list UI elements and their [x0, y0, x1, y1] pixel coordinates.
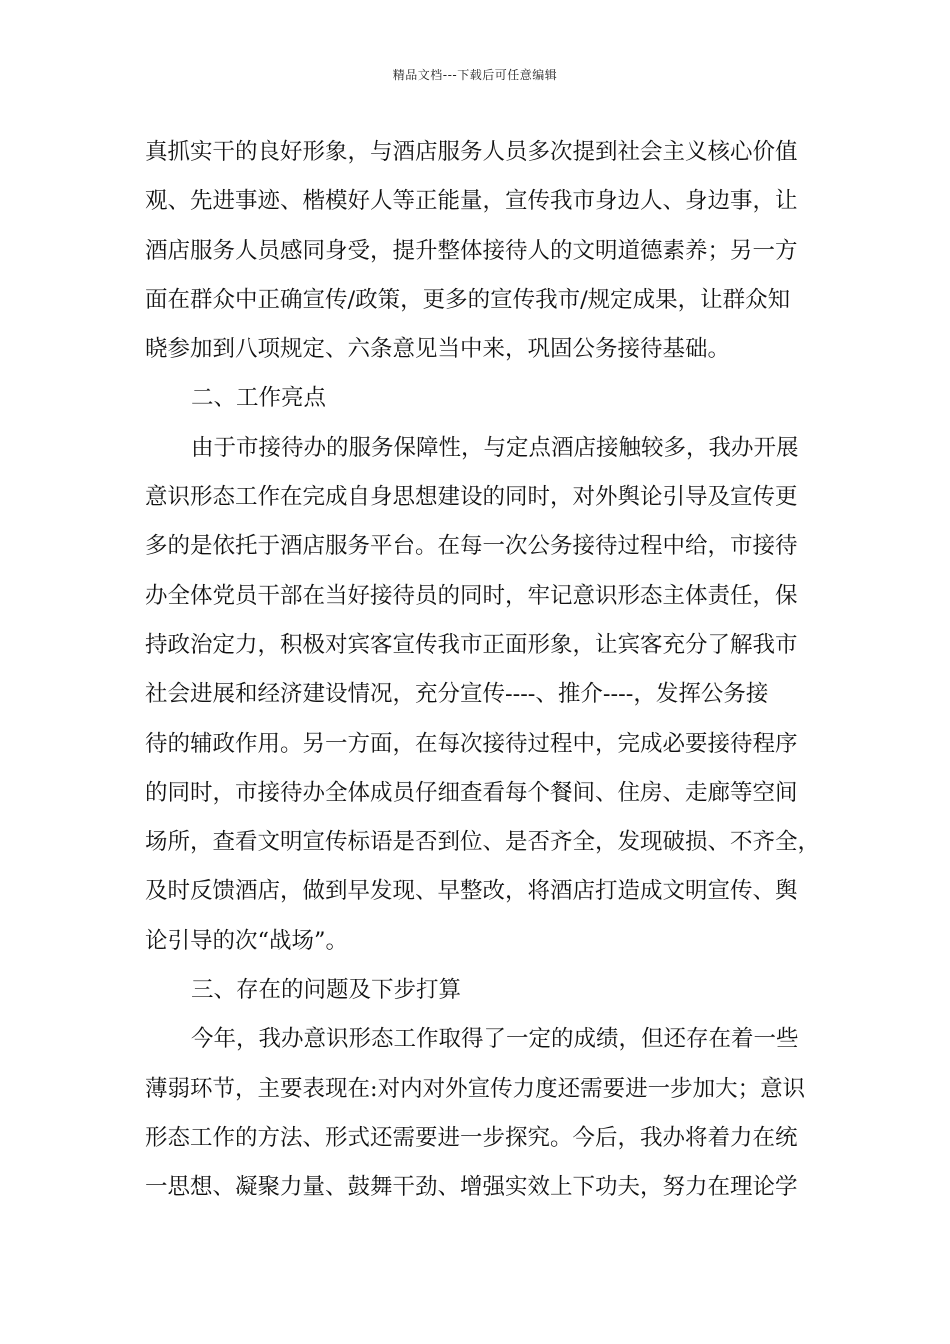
text-line: 真抓实干的良好形象，与酒店服务人员多次提到社会主义核心价值 — [145, 139, 798, 165]
text-line: 面在群众中正确宣传/政策，更多的宣传我市/规定成果，让群众知 — [145, 286, 791, 313]
text-line: 薄弱环节，主要表现在:对内对外宣传力度还需要进一步加大；意识 — [145, 1075, 806, 1102]
text-line: 的同时，市接待办全体成员仔细查看每个餐间、住房、走廊等空间 — [145, 779, 798, 806]
text-line: 今年，我办意识形态工作取得了一定的成绩，但还存在着一些 — [191, 1026, 799, 1053]
text-line: 社会进展和经济建设情况，充分宣传----、推介----，发挥公务接 — [145, 681, 769, 708]
page-header: 精品文档---下载后可任意编辑 — [392, 68, 558, 82]
text-line: 论引导的次“战场”。 — [145, 927, 349, 954]
text-line: 待的辅政作用。另一方面，在每次接待过程中，完成必要接待程序 — [145, 730, 798, 757]
text-line: 形态工作的方法、形式还需要进一步探究。今后，我办将着力在统 — [145, 1124, 798, 1151]
text-line: 持政治定力，积极对宾客宣传我市正面形象，让宾客充分了解我市 — [145, 631, 798, 658]
text-line: 场所，查看文明宣传标语是否到位、是否齐全，发现破损、不齐全， — [145, 829, 821, 856]
text-line: 晓参加到八项规定、六条意见当中来，巩固公务接待基础。 — [145, 336, 731, 363]
text-line: 及时反馈酒店，做到早发现、早整改，将酒店打造成文明宣传、舆 — [145, 878, 798, 905]
text-line: 观、先进事迹、楷模好人等正能量，宣传我市身边人、身边事，让 — [145, 188, 798, 215]
section-heading: 三、存在的问题及下步打算 — [191, 977, 462, 1004]
text-line: 办全体党员干部在当好接待员的同时，牢记意识形态主体责任，保 — [145, 582, 798, 609]
text-line: 由于市接待办的服务保障性，与定点酒店接触较多，我办开展 — [191, 434, 799, 461]
text-line: 多的是依托于酒店服务平台。在每一次公务接待过程中给，市接待 — [145, 533, 798, 560]
text-line: 一思想、凝聚力量、鼓舞干劲、增强实效上下功夫，努力在理论学 — [145, 1174, 798, 1201]
text-line: 酒店服务人员感同身受，提升整体接待人的文明道德素养；另一方 — [145, 237, 798, 264]
document-body — [145, 128, 825, 1213]
text-line: 意识形态工作在完成自身思想建设的同时，对外舆论引导及宣传更 — [145, 484, 798, 511]
section-heading: 二、工作亮点 — [191, 385, 327, 412]
